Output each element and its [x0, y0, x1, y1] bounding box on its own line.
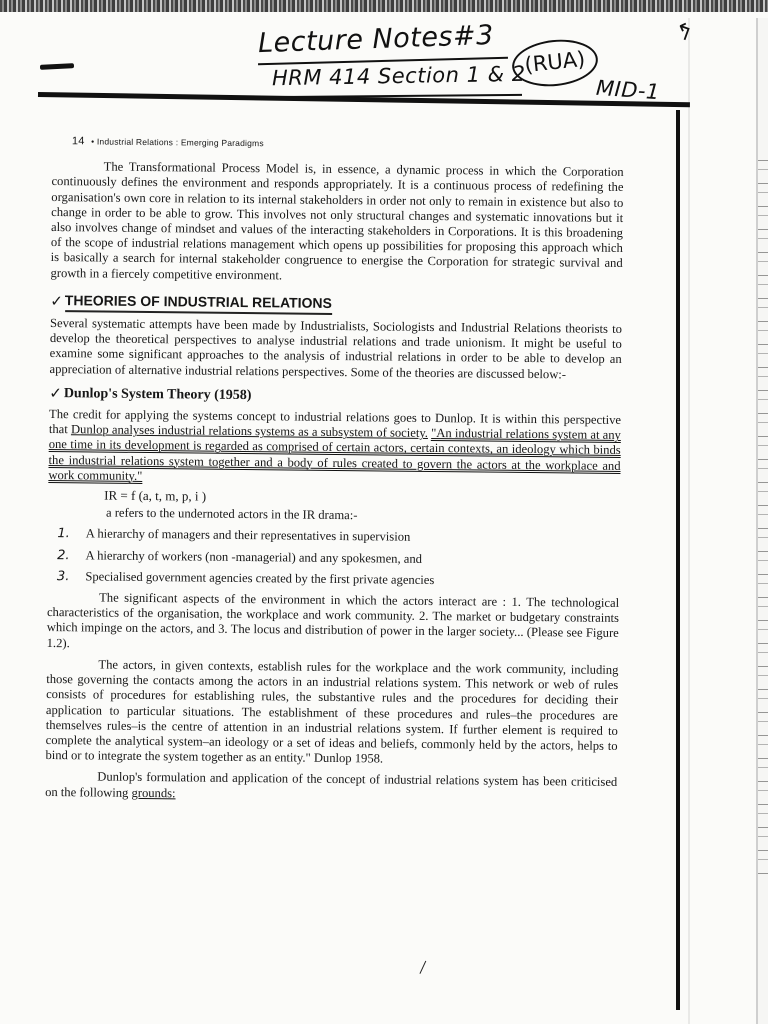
list-item: [48, 526, 620, 547]
checkmark-icon: ✓: [50, 291, 63, 310]
dunlop-quote: "An industrial relations system at any one time in its development is regarded as comprised of certain actors, certain contexts, an ideology which binds the industrial relations system together and a body of rules created to govern the actors at the workplace and work community.": [48, 426, 621, 483]
photocopy-right-margin: [680, 18, 768, 1024]
handwritten-course: HRM 414 Section 1 & 2: [271, 61, 526, 91]
list-item: [47, 569, 619, 590]
list-item-number: 1.: [57, 526, 70, 542]
list-item-text: A hierarchy of managers and their representatives in supervision: [85, 526, 411, 545]
criticism-paragraph: [45, 769, 617, 805]
section-heading: [50, 293, 622, 314]
list-item-number: 2.: [57, 547, 70, 563]
running-head-title: Industrial Relations : Emerging Paradigms: [96, 136, 264, 149]
left-pen-mark: [40, 63, 74, 70]
bottom-pen-mark: [419, 961, 433, 977]
dunlop-underlined-sentence: Dunlop analyses industrial relations systems as a subsystem of society.: [70, 422, 429, 441]
page-number: 14: [71, 135, 85, 148]
list-item-text: Specialised government agencies created by the first private agencies: [85, 569, 435, 587]
running-head-bullet: •: [91, 136, 95, 147]
intro-paragraph: The Transformational Process Model is, in essence, a dynamic process in which the Corporation continuously defines the environment and responds appropriately. It is a continuous process of redefining the organisation's own core in relation to its internal stakeholders in order not only to remain in existence but also to change in order to be able to grow. This involves not only structural changes and systematic innovations but it also involves change of mindset and values of the interacting stakeholders in Corporations. It is this broadening of the scope of industrial relations management which opens up possibilities for proposing this approach which is basically a search for internal stakeholder congruence to energise the Corporation for strategic survival and growth in a fiercely competitive environment.: [50, 159, 624, 283]
criticism-text: Dunlop's formulation and application of the concept of industrial relations system has been criticised on the following: [45, 769, 618, 800]
actors-rules-paragraph: The actors, in given contexts, establish rules for the workplace and the work community, including those governing the contacts among the actors in an industrial relations system. This network or web of rules consists of procedures for establishing rules, the substantive rules and the procedures for deciding their application to particular situations. The establishment of these procedures and rules–the procedures are themselves rules–is the centre of attention in an industrial relations system. If further element is required to complete the analytical system–an ideology or a set of ideas and beliefs, commonly held by the actors, helps to bind or to integrate the system together as an entity." Dunlop 1958.: [45, 657, 619, 766]
ir-formula-note: a refers to the undernoted actors in the IR drama:-: [105, 505, 358, 523]
running-head: [72, 134, 624, 155]
handwritten-rua-circled: (RUA): [510, 36, 600, 91]
corner-pen-mark: ↰: [670, 17, 697, 48]
list-item-number: 3.: [56, 568, 70, 585]
section-heading-label: THEORIES OF INDUSTRIAL RELATIONS: [65, 292, 332, 315]
handwritten-mid: MID-1: [595, 75, 661, 105]
printed-content: [45, 134, 624, 806]
list-item-text: A hierarchy of workers (non -managerial) and any spokesmen, and: [85, 548, 423, 566]
dunlop-heading: [49, 385, 621, 407]
dunlop-heading-label: Dunlop's System Theory (1958): [63, 385, 252, 403]
ir-formula: IR = f (a, t, m, p, i ): [104, 487, 207, 504]
checkmark-icon: ✓: [49, 383, 62, 402]
dunlop-paragraph-1: [48, 407, 621, 489]
list-item: [48, 548, 620, 569]
environment-paragraph: The significant aspects of the environment in which the actors interact are : 1. The technological characteristics of the organisation, the workplace and work community. 2. The market or budgetary constraints which impinge on the actors, and 3. The locus and distribution of power in the larger society... (Please see Figure 1.2).: [46, 590, 620, 650]
photocopy-top-edge: [0, 0, 768, 12]
dunlop-paragraph-1-start: The credit for applying the systems concept to industrial relations goes to Dunlop. It is within this perspective that: [48, 407, 622, 437]
right-border-line: [676, 110, 680, 1010]
photocopy-right-noise: [758, 160, 768, 880]
section-paragraph: Several systematic attempts have been made by Industrialists, Sociologists and Industrial Relations theorists to develop the theoretical perspectives to analyse industrial relations and trade unionism. It might be useful to examine some significant approaches to the analysis of industrial relations in order to be able to develop an appreciation of alternative industrial relations perspectives. Some of the theories are discussed below:-: [49, 316, 623, 382]
handwritten-title: Lecture Notes#3: [257, 19, 495, 60]
actors-list: [47, 526, 620, 590]
criticism-grounds: grounds:: [131, 785, 176, 800]
